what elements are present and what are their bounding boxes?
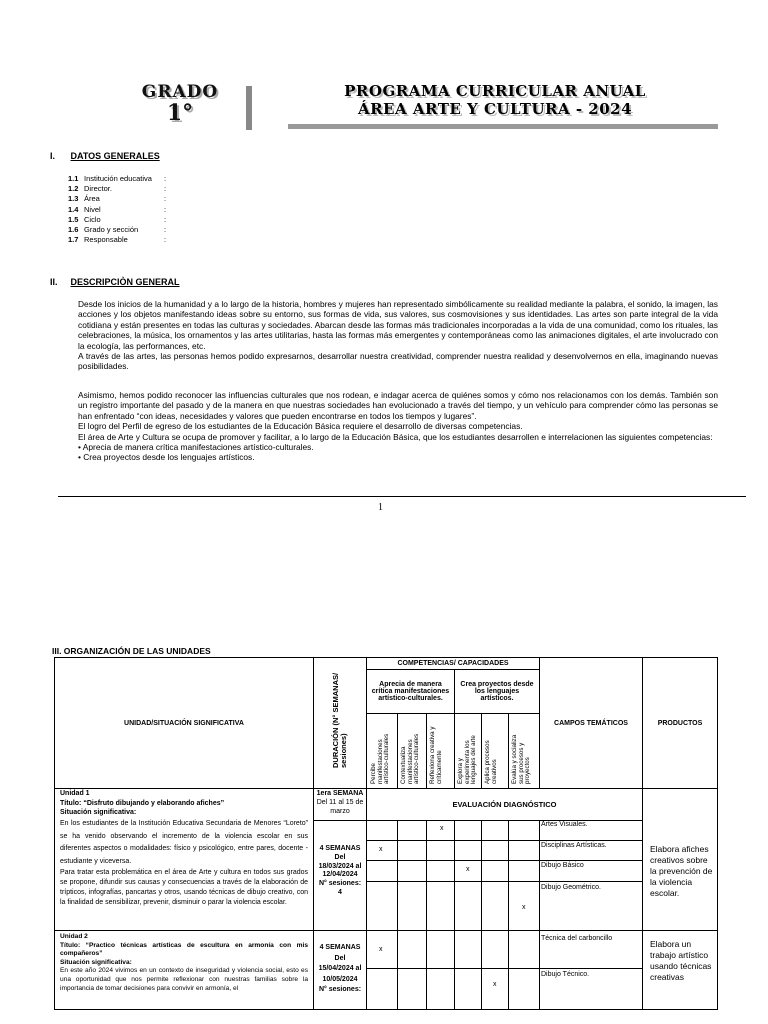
list-item: 1.4 Nivel :: [68, 204, 167, 214]
unit-1-campo-3: Dibujo Básico: [539, 860, 643, 882]
unit-1-campo-4: Dibujo Geométrico.: [539, 881, 643, 931]
mark-x: x: [379, 846, 383, 853]
unit-1-campo-1: Artes Visuales.: [539, 820, 643, 841]
header-cap-4: Explora y experimenta los lenguajes del arte: [454, 713, 482, 789]
mark-x: x: [379, 946, 383, 953]
section-2-title: DESCRIPCIÒN GENERAL: [70, 277, 180, 287]
header-cap-6: Evalúa y socializa sus procesos y proyectos: [508, 713, 540, 789]
unit-2-title: Título: “Practico técnicas artísticas de escultura en armonía con mis compañeros”: [60, 941, 308, 958]
title-line-2: ÁREA ARTE Y CULTURA - 2024: [357, 100, 633, 118]
paragraph: Asimismo, hemos podido reconocer las influencias culturales que nos rodean, e indagar acerca de quiénes somos y cómo nos relacionamos con los demás. También son un registro importante del pasado y de la manera en que nuestras sociedades han evolucionado a través del tiempo, y un vehículo para comprender cómo las personas se han enfrentado “con ideas, necesidades y valores que pueden encontrarse en todos los tiempos y lugares”.: [78, 390, 718, 421]
unit-2-cell: [54, 930, 314, 1010]
unit-1-diagnostic: EVALUACIÓN DIAGNÓSTICO: [366, 788, 643, 821]
list-item: 1.7 Responsable :: [68, 235, 167, 245]
unit-2-sit-label: Situación significativa:: [60, 958, 132, 966]
header-cap-2: Contextualiza manifestaciones artístico-culturales: [397, 713, 427, 789]
mark-x: x: [522, 904, 526, 911]
header-cap-3: Reflexiona creativa y críticamente: [426, 713, 455, 789]
unit-1-duration: 4 SEMANAS Del 18/03/2024 al 12/04/2024 N° sesiones: 4: [313, 820, 367, 931]
paragraph: Desde los inicios de la humanidad y a lo largo de la historia, hombres y mujeres han representado simbólicamente su realidad mediante la palabra, el sonido, la imagen, las acciones y los objetos manifestando ideas sobre su entorno, sus formas de vida, sus valores, sus cosmovisiones y sus identidades. Las artes son parte integral de la vida cotidiana y están presentes en todas las culturas y sociedades. Abarcan desde las formas más tradicionales incorporadas a la vida de una comunidad, como los rituales, las celebraciones, la música, los ornamentos y las artes utilitarias, hasta las formas más emergentes y contemporáneas como las animaciones digitales, el arte involucrado con la ecología, las performances, etc.: [78, 299, 718, 351]
unit-2-product: Elabora un trabajo artístico usando técnicas creativas: [642, 930, 718, 1010]
header-comp-aprecia: Aprecia de manera crítica manifestaciones artístico-culturales.: [366, 669, 455, 714]
unit-1-sit-label: Situación significativa:: [60, 809, 137, 817]
unit-1-label: Unidad 1: [60, 790, 90, 797]
header-unidad: UNIDAD/SITUACIÓN SIGNIFICATIVA: [54, 657, 314, 789]
section-2-number: II.: [50, 277, 58, 287]
unit-1-product: Elabora afiches creativos sobre la prevención de la violencia escolar.: [642, 788, 718, 931]
mark-x: x: [440, 825, 444, 832]
list-item: 1.2 Director. :: [68, 184, 167, 194]
mark-x: x: [466, 866, 470, 873]
bullet-item: • Crea proyectos desde los lenguajes artísticos.: [78, 452, 255, 463]
page-number: 1: [378, 502, 383, 513]
section-1-title: DATOS GENERALES: [70, 151, 160, 161]
paragraph: A través de las artes, las personas hemos podido expresarnos, desarrollar nuestra creatividad, comprender nuestra realidad y desenvolvernos en ella, imaginando nuevas posibilidades.: [78, 351, 718, 372]
header-competencias: COMPETENCIAS/ CAPACIDADES: [366, 657, 540, 670]
unit-2-campo-2: Dibujo Técnico.: [539, 968, 643, 1010]
header-cap-1: Percibe manifestaciones artístico-culturales: [366, 713, 398, 789]
unit-1-cell: [54, 788, 314, 931]
unit-2-situation: En este año 2024 vivimos en un contexto de inseguridad y violencia social, esto es una oportunidad que nos permite reflexionar con nuestras familias sobre la importancia de tomar decisiones para convivir en armonía, el: [60, 967, 308, 992]
header-cap-5: Aplica procesos creativos: [481, 713, 509, 789]
unit-2-duration: 4 SEMANAS Del 15/04/2024 al 10/05/2024 N° sesiones:: [313, 930, 367, 1010]
title-line-1: PROGRAMA CURRICULAR ANUAL: [344, 82, 646, 100]
unit-2-label: Unidad 2: [60, 933, 88, 940]
unit-1-diag-week: 1era SEMANA Del 11 al 15 de marzo: [313, 788, 367, 821]
mark-x: x: [493, 981, 497, 988]
section-3-title: III. ORGANIZACIÓN DE LAS UNIDADES: [52, 646, 211, 656]
list-item: 1.1 Institución educativa :: [68, 174, 167, 183]
unit-2-campo-1: Técnica del carboncillo: [539, 930, 643, 969]
unit-1-title: Título: “Disfruto dibujando y elaborando afiches”: [60, 799, 225, 807]
header-campos: CAMPOS TEMÁTICOS: [539, 657, 643, 789]
list-item: 1.3 Área :: [68, 194, 167, 204]
unit-1-situation: En los estudiantes de la Institución Educativa Secundaria de Menores “Loreto” se ha venido observando el incremento de la violencia escolar en sus diferentes aspectos o modalidades: físico y psicológico, entre pares, docente - estudiante y viceversa.: [60, 820, 308, 865]
paragraph: El logro del Perfil de egreso de los estudiantes de la Educación Básica requiere el desarrollo de diversas competencias.: [78, 421, 523, 432]
header-duracion: DURACIÓN (N° SEMANAS/ sesiones): [313, 657, 367, 789]
header-comp-crea: Crea proyectos desde los lenguajes artísticos.: [454, 669, 540, 714]
grado-number: 1°: [166, 100, 194, 126]
section-1-number: I.: [50, 151, 56, 161]
bullet-item: • Aprecia de manera crítica manifestaciones artístico-culturales.: [78, 442, 314, 453]
header-productos: PRODUCTOS: [642, 657, 718, 789]
grado-word: GRADO: [141, 82, 219, 102]
paragraph: El área de Arte y Cultura se ocupa de promover y facilitar, a lo largo de la Educación Básica, que los estudiantes desarrollen e interrelacionen las siguientes competencias:: [78, 431, 713, 442]
unit-1-campo-2: Disciplinas Artísticas.: [539, 840, 643, 861]
list-item: 1.6 Grado y sección :: [68, 225, 167, 235]
unit-1-situation-2: Para tratar esta problemática en el área de Arte y cultura en todos sus grados se propone, difundir sus causas y consecuencias a través de la elaboración de trípticos, infografías, pancartas y otros, usando técnicas de dibujo creativo, con la finalidad de sensibilizar, prevenir, disminuir o parar la violencia escolar.: [60, 869, 308, 906]
list-item: 1.5 Ciclo :: [68, 214, 167, 224]
